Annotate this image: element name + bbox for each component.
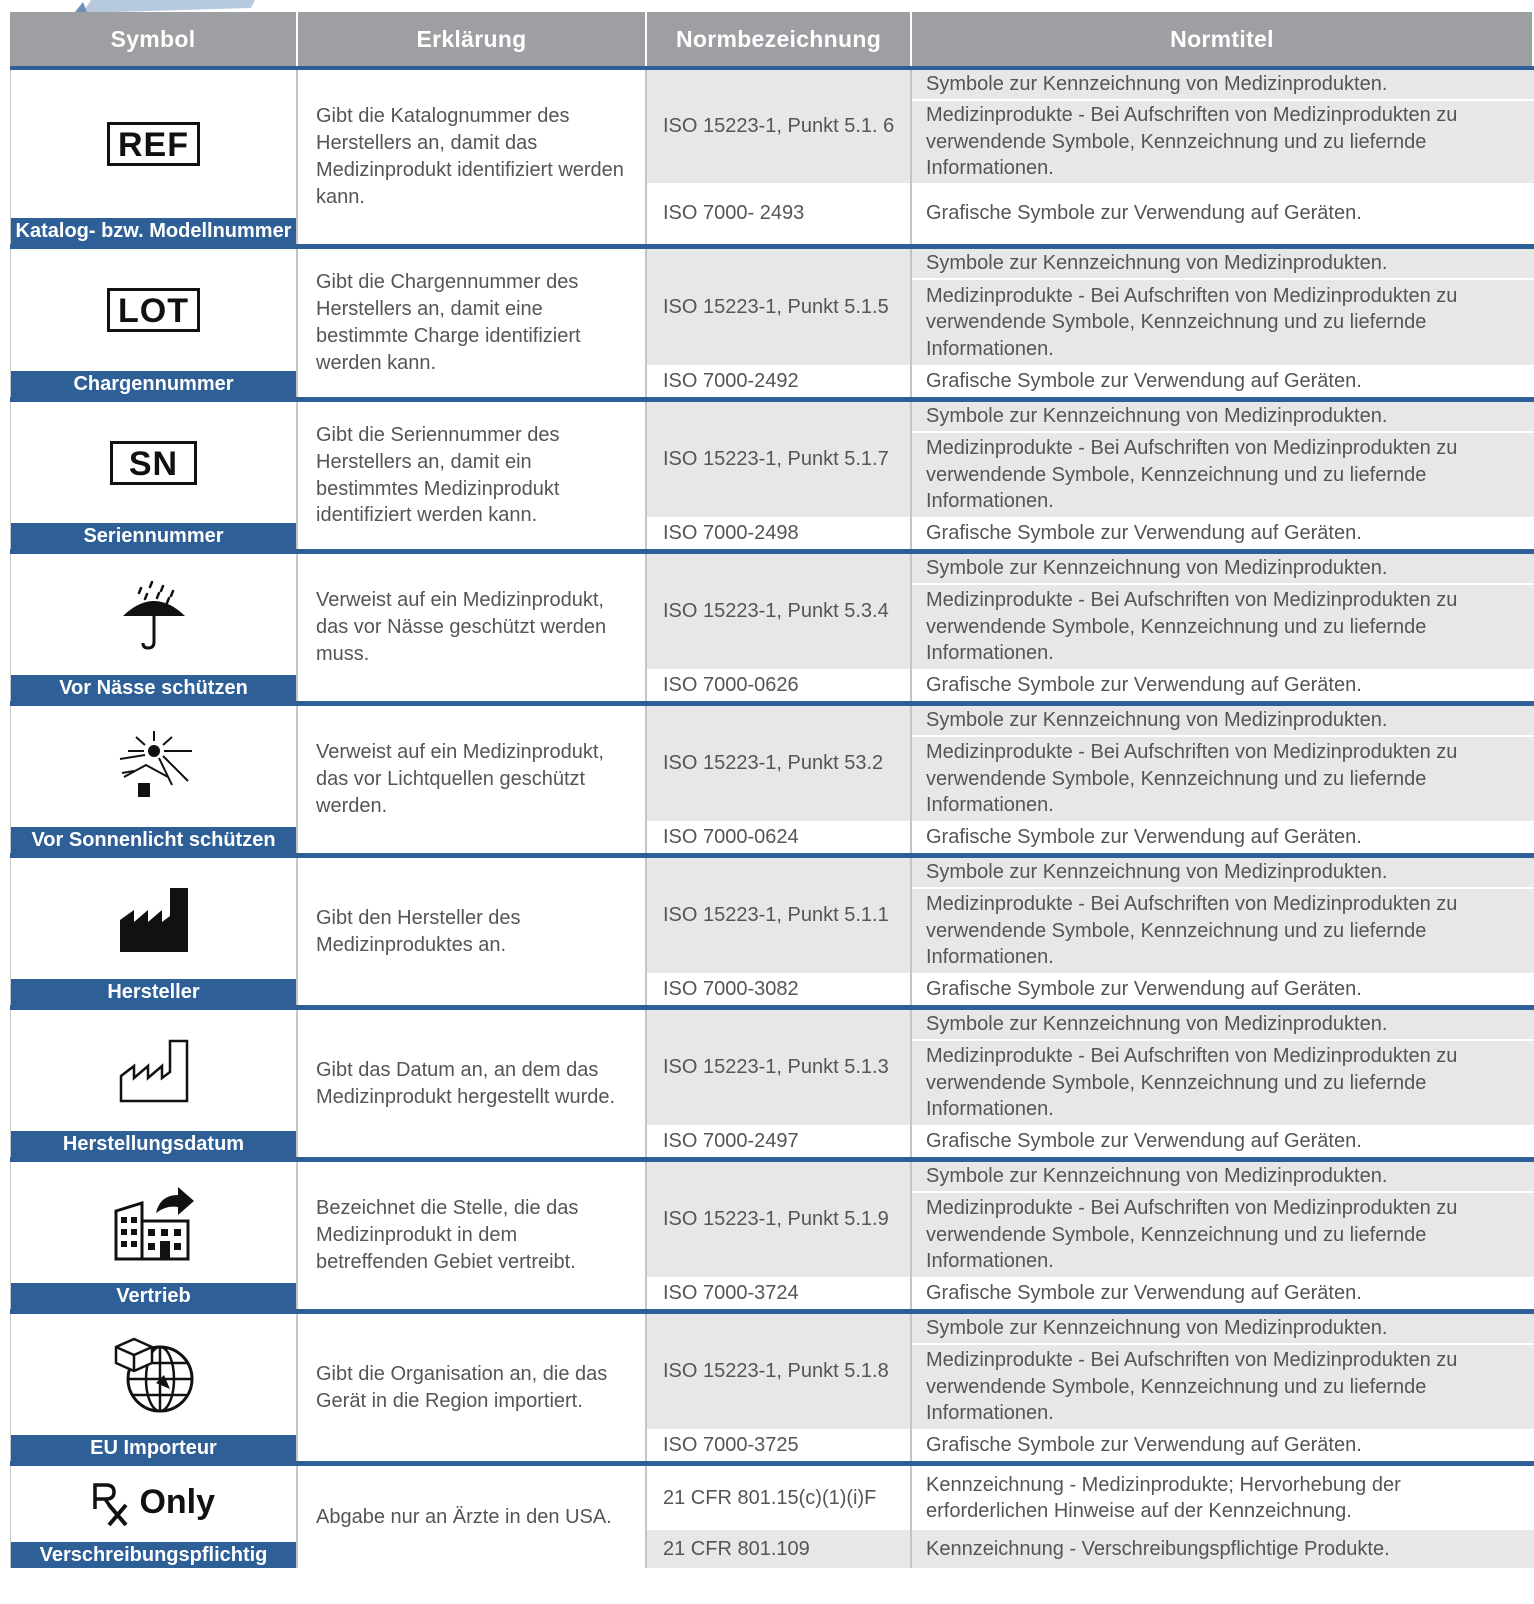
norm-designation-iso7000: ISO 7000-0624 — [647, 821, 912, 853]
norm-designation-iso15223: ISO 15223-1, Punkt 5.1.7 — [647, 402, 912, 517]
symbol-cell — [10, 858, 298, 1005]
keep-away-from-sunlight-icon — [114, 729, 194, 805]
norm-title-symbols: Symbole zur Kennzeichnung von Medizinprodukten. — [912, 70, 1534, 101]
norm-title-symbols: Symbole zur Kennzeichnung von Medizinprodukten. — [912, 706, 1534, 737]
lot-box-icon: LOT — [107, 288, 200, 332]
rx-only-label: Only — [139, 1483, 216, 1521]
top-decoration — [75, 0, 255, 12]
header-normbezeichnung: Normbezeichnung — [647, 12, 912, 66]
norm-title-medical-devices: Medizinprodukte - Bei Aufschriften von Medizinprodukten zu verwendende Symbole, Kennzeichnung und zu liefernde Informationen. — [912, 1041, 1534, 1125]
norm-designation-iso7000: ISO 7000-3724 — [647, 1277, 912, 1309]
symbol-cell — [10, 1162, 298, 1309]
symbol-cell — [10, 1314, 298, 1461]
importer-globe-box-icon — [112, 1333, 196, 1417]
norm-title-medical-devices: Medizinprodukte - Bei Aufschriften von Medizinprodukten zu verwendende Symbole, Kennzeichnung und zu liefernde Informationen. — [912, 433, 1534, 517]
norm-designation-iso7000: ISO 7000-2492 — [647, 365, 912, 397]
explanation: Gibt die Organisation an, die das Gerät in die Region importiert. — [298, 1314, 647, 1461]
symbol-icon-wrap — [11, 1314, 296, 1435]
norm-title-symbols: Symbole zur Kennzeichnung von Medizinprodukten. — [912, 249, 1534, 280]
norm-title-symbols: Symbole zur Kennzeichnung von Medizinprodukten. — [912, 402, 1534, 433]
norm-title-graphical-symbols: Grafische Symbole zur Verwendung auf Geräten. — [912, 669, 1534, 701]
distributor-building-arrow-icon — [112, 1183, 196, 1263]
norm-title-medical-devices: Medizinprodukte - Bei Aufschriften von Medizinprodukten zu verwendende Symbole, Kennzeichnung und zu liefernde Informationen. — [912, 101, 1534, 183]
explanation: Abgabe nur an Ärzte in den USA. — [298, 1466, 647, 1568]
norm-designation-cfr-801-109: 21 CFR 801.109 — [647, 1530, 912, 1568]
symbol-icon-wrap — [11, 249, 296, 371]
symbol-cell — [10, 402, 298, 549]
symbol-name: Hersteller — [11, 979, 296, 1005]
explanation: Gibt das Datum an, an dem das Medizinprodukt hergestellt wurde. — [298, 1010, 647, 1157]
norm-designation-iso15223: ISO 15223-1, Punkt 53.2 — [647, 706, 912, 821]
sn-box-icon: SN — [110, 441, 197, 485]
norm-title-graphical-symbols: Grafische Symbole zur Verwendung auf Geräten. — [912, 365, 1534, 397]
norm-designation-iso15223: ISO 15223-1, Punkt 5.1.3 — [647, 1010, 912, 1125]
norm-designation-iso7000: ISO 7000-0626 — [647, 669, 912, 701]
symbol-cell — [10, 554, 298, 701]
norm-title-symbols: Symbole zur Kennzeichnung von Medizinprodukten. — [912, 1314, 1534, 1345]
norm-title-graphical-symbols: Grafische Symbole zur Verwendung auf Geräten. — [912, 1125, 1534, 1157]
norm-designation-iso15223: ISO 15223-1, Punkt 5.3.4 — [647, 554, 912, 669]
explanation: Bezeichnet die Stelle, die das Medizinprodukt in dem betreffenden Gebiet vertreibt. — [298, 1162, 647, 1309]
norm-designation-iso7000: ISO 7000-3082 — [647, 973, 912, 1005]
norm-title-graphical-symbols: Grafische Symbole zur Verwendung auf Geräten. — [912, 1429, 1534, 1461]
symbol-name: EU Importeur — [11, 1435, 296, 1461]
explanation: Verweist auf ein Medizinprodukt, das vor Lichtquellen geschützt werden. — [298, 706, 647, 853]
header-erklaerung: Erklärung — [298, 12, 647, 66]
manufacture-date-factory-outline-icon — [118, 1038, 190, 1104]
explanation: Gibt den Hersteller des Medizinproduktes an. — [298, 858, 647, 1005]
norm-title-medical-devices: Medizinprodukte - Bei Aufschriften von Medizinprodukten zu verwendende Symbole, Kennzeichnung und zu liefernde Informationen. — [912, 585, 1534, 669]
norm-title-graphical-symbols: Grafische Symbole zur Verwendung auf Geräten. — [912, 1277, 1534, 1309]
symbol-cell — [10, 1466, 298, 1568]
symbol-icon-wrap — [11, 70, 296, 218]
norm-title-medical-devices: Medizinprodukte - Bei Aufschriften von Medizinprodukten zu verwendende Symbole, Kennzeichnung und zu liefernde Informationen. — [912, 1193, 1534, 1277]
symbol-cell — [10, 706, 298, 853]
norm-title-medical-devices: Medizinprodukte - Bei Aufschriften von Medizinprodukten zu verwendende Symbole, Kennzeichnung und zu liefernde Informationen. — [912, 889, 1534, 973]
norm-designation-cfr-801-15: 21 CFR 801.15(c)(1)(i)F — [647, 1466, 912, 1530]
norm-title-symbols: Symbole zur Kennzeichnung von Medizinprodukten. — [912, 1162, 1534, 1193]
norm-title-graphical-symbols: Grafische Symbole zur Verwendung auf Geräten. — [912, 517, 1534, 549]
explanation: Verweist auf ein Medizinprodukt, das vor Nässe geschützt werden muss. — [298, 554, 647, 701]
symbol-name: Katalog- bzw. Modellnummer — [11, 218, 296, 244]
symbol-name: Chargennummer — [11, 371, 296, 397]
norm-title-symbols: Symbole zur Kennzeichnung von Medizinprodukten. — [912, 1010, 1534, 1041]
symbol-icon-wrap — [11, 1010, 296, 1131]
norm-title-medical-devices: Medizinprodukte - Bei Aufschriften von Medizinprodukten zu verwendende Symbole, Kennzeichnung und zu liefernde Informationen. — [912, 737, 1534, 821]
symbol-table — [10, 12, 1534, 1568]
norm-title-medical-devices: Medizinprodukte - Bei Aufschriften von Medizinprodukten zu verwendende Symbole, Kennzeichnung und zu liefernde Informationen. — [912, 280, 1534, 365]
symbol-name: Vertrieb — [11, 1283, 296, 1309]
symbol-name: Seriennummer — [11, 523, 296, 549]
norm-title-graphical-symbols: Grafische Symbole zur Verwendung auf Geräten. — [912, 973, 1534, 1005]
manufacturer-factory-filled-icon — [118, 886, 190, 952]
ref-box-icon: REF — [107, 122, 200, 166]
norm-title-symbols: Symbole zur Kennzeichnung von Medizinprodukten. — [912, 554, 1534, 585]
rx-symbol-icon — [92, 1481, 130, 1527]
norm-designation-iso15223: ISO 15223-1, Punkt 5.1. 6 — [647, 70, 912, 183]
norm-designation-iso15223: ISO 15223-1, Punkt 5.1.5 — [647, 249, 912, 365]
symbol-name: Vor Nässe schützen — [11, 675, 296, 701]
symbol-name: Herstellungsdatum — [11, 1131, 296, 1157]
symbol-icon-wrap — [11, 1162, 296, 1283]
umbrella-rain-icon — [119, 578, 189, 652]
explanation: Gibt die Seriennummer des Herstellers an, damit ein bestimmtes Medizinprodukt identifiziert werden kann. — [298, 402, 647, 549]
norm-title-graphical-symbols: Grafische Symbole zur Verwendung auf Geräten. — [912, 183, 1534, 244]
norm-designation-iso15223: ISO 15223-1, Punkt 5.1.8 — [647, 1314, 912, 1429]
norm-designation-iso7000: ISO 7000- 2493 — [647, 183, 912, 244]
symbol-icon-wrap — [11, 554, 296, 675]
norm-designation-iso7000: ISO 7000-3725 — [647, 1429, 912, 1461]
header-normtitel: Normtitel — [912, 12, 1534, 66]
norm-designation-iso15223: ISO 15223-1, Punkt 5.1.1 — [647, 858, 912, 973]
symbol-icon-wrap — [11, 402, 296, 523]
symbol-icon-wrap — [11, 1466, 296, 1542]
norm-designation-iso7000: ISO 7000-2497 — [647, 1125, 912, 1157]
symbol-icon-wrap — [11, 706, 296, 827]
norm-title-prescription-devices: Kennzeichnung - Verschreibungspflichtige Produkte. — [912, 1530, 1534, 1568]
symbol-name: Vor Sonnenlicht schützen — [11, 827, 296, 853]
rx-only-icon — [92, 1481, 215, 1527]
norm-title-symbols: Symbole zur Kennzeichnung von Medizinprodukten. — [912, 858, 1534, 889]
explanation: Gibt die Katalognummer des Herstellers an, damit das Medizinprodukt identifiziert werden kann. — [298, 70, 647, 244]
symbol-cell — [10, 1010, 298, 1157]
symbol-icon-wrap — [11, 858, 296, 979]
symbol-cell — [10, 249, 298, 397]
norm-title-graphical-symbols: Grafische Symbole zur Verwendung auf Geräten. — [912, 821, 1534, 853]
norm-designation-iso15223: ISO 15223-1, Punkt 5.1.9 — [647, 1162, 912, 1277]
header-symbol: Symbol — [10, 12, 298, 66]
explanation: Gibt die Chargennummer des Herstellers an, damit eine bestimmte Charge identifiziert werden kann. — [298, 249, 647, 397]
symbol-cell — [10, 70, 298, 244]
symbol-name: Verschreibungspflichtig — [11, 1542, 296, 1568]
norm-designation-iso7000: ISO 7000-2498 — [647, 517, 912, 549]
norm-title-labeling-prominence: Kennzeichnung - Medizinprodukte; Hervorhebung der erforderlichen Hinweise auf der Kennzeichnung. — [912, 1466, 1534, 1530]
norm-title-medical-devices: Medizinprodukte - Bei Aufschriften von Medizinprodukten zu verwendende Symbole, Kennzeichnung und zu liefernde Informationen. — [912, 1345, 1534, 1429]
